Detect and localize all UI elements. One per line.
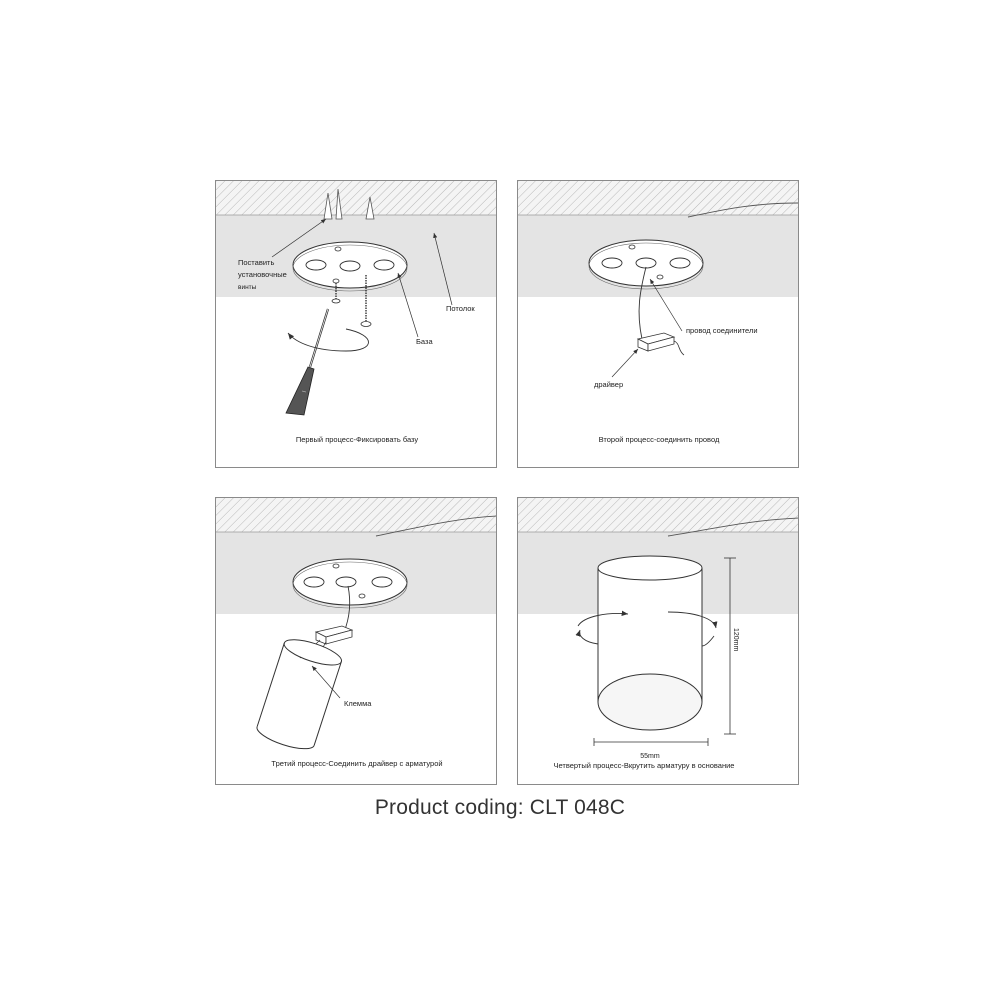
screws-label-line-3: винты bbox=[238, 284, 257, 291]
ceiling-label: Потолок bbox=[446, 304, 475, 313]
ceiling-hatch bbox=[518, 498, 799, 532]
terminal-label: Клемма bbox=[344, 699, 372, 708]
step-1-caption: Первый процесс-Фиксировать базу bbox=[295, 435, 419, 444]
wire-label: провод соединители bbox=[686, 326, 758, 335]
product-coding: Product coding: CLT 048C bbox=[374, 796, 626, 819]
step-3-caption: Третий процесс-Соединить драйвер с арматурой bbox=[271, 759, 443, 768]
driver-box-icon bbox=[638, 333, 684, 355]
width-dimension bbox=[594, 738, 708, 746]
height-label: 120mm bbox=[732, 628, 739, 652]
base-label: База bbox=[416, 337, 433, 346]
step-2-caption: Второй процесс-соединить провод bbox=[598, 435, 720, 444]
driver-box-icon bbox=[316, 626, 352, 644]
width-label: 55mm bbox=[640, 753, 660, 760]
ceiling-hatch bbox=[518, 181, 799, 215]
step-1-panel bbox=[215, 180, 497, 468]
screws-label-line-2: установочные bbox=[238, 270, 287, 279]
step-4-panel bbox=[517, 497, 799, 785]
rotate-arrow-icon bbox=[288, 329, 369, 351]
screwdriver-icon bbox=[286, 309, 328, 415]
screws-label-line-1: Поставить bbox=[238, 258, 275, 267]
ceiling-hatch bbox=[216, 181, 497, 215]
driver-label: драйвер bbox=[594, 380, 624, 389]
lamp-body-icon bbox=[254, 635, 344, 754]
cylinder-lamp-icon bbox=[598, 556, 702, 730]
ceiling-hatch bbox=[216, 498, 497, 532]
step-3-panel bbox=[215, 497, 497, 785]
step-4-caption: Четвертый процесс-Вкрутить арматуру в основание bbox=[553, 761, 735, 770]
step-2-panel bbox=[517, 180, 799, 468]
